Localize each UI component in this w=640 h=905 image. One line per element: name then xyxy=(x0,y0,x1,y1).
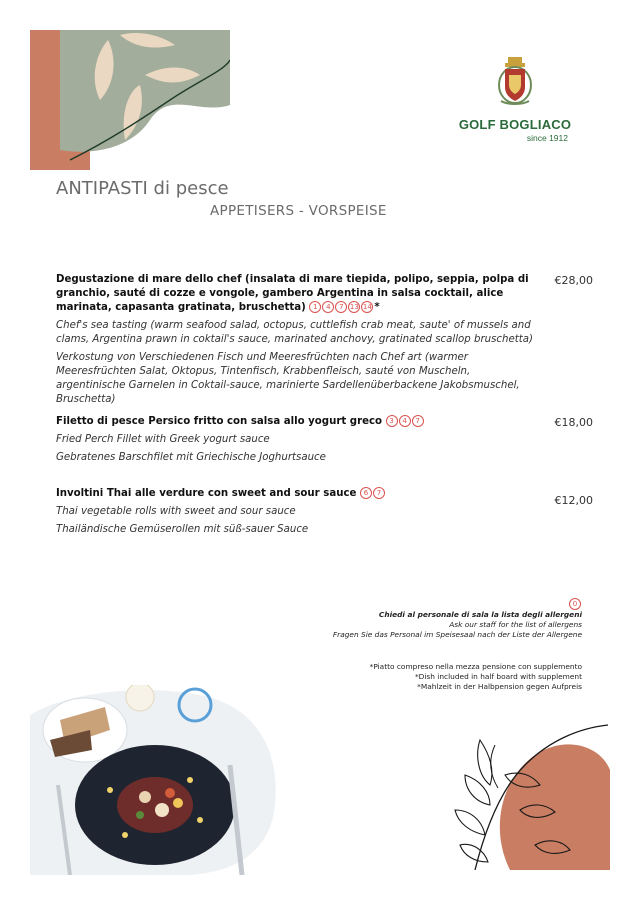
allergen-badge: 7 xyxy=(335,301,347,313)
dish-name-de: Gebratenes Barschfilet mit Griechische Joghurtsauce xyxy=(56,452,326,463)
allergen-badge: 7 xyxy=(412,415,424,427)
allergen-badge: 7 xyxy=(373,487,385,499)
allergen-badge: 1 xyxy=(309,301,321,313)
dish-name-de: Verkostung von Verschiedenen Fisch und Meeresfrüchten nach Chef art (warmer Meeresfrüchten Salat, Oktopus, Tintenfisch, Krabbenfleisch, sauté von Muscheln, argentinische Garnelen in Coktail-sauce, marinierte Sardellenüberbackene Jakobsmuschel, Bruschetta) xyxy=(56,352,520,405)
allergen-note-it: Chiedi al personale di sala la lista degli allergeni xyxy=(378,610,582,619)
menu-item xyxy=(56,415,536,465)
allergen-badge: 6 xyxy=(360,487,372,499)
brand-since: since 1912 xyxy=(526,133,568,143)
dish-price: €12,00 xyxy=(554,494,593,507)
dish-name-en: Chef's sea tasting (warm seafood salad, octopus, cuttlefish crab meat, saute' of mussels and clams, Argentina prawn in coktail's sauce, marinated anchovy, gratinated scallop bruschetta) xyxy=(56,320,533,345)
dish-name-it: Filetto di pesce Persico fritto con salsa allo yogurt greco 3 4 7 xyxy=(56,415,536,429)
allergen-note xyxy=(333,598,582,640)
allergen-badge: 14 xyxy=(362,303,372,311)
allergen-badge: 13 xyxy=(349,303,359,311)
dish-name-en: Thai vegetable rolls with sweet and sour sauce xyxy=(56,506,296,517)
half-board-mark: * xyxy=(374,302,380,313)
dish-name-it: Degustazione di mare dello chef (insalata di mare tiepida, polipo, seppia, polpa di granchio, sauté di cozze e vongole, gambero Argentina in salsa cocktail, alice marinata, capasanta gratinata, bruschetta) 1 4 7 13 14 * xyxy=(56,274,529,313)
half-board-note-it: *Piatto compreso nella mezza pensione con supplemento xyxy=(369,662,582,671)
menu-item xyxy=(56,487,536,537)
dish-price: €18,00 xyxy=(554,416,593,429)
allergen-note-en: Ask our staff for the list of allergens xyxy=(449,620,582,629)
page-subtitle: APPETISERS - VORSPEISE xyxy=(210,203,387,219)
dish-name-it: Involtini Thai alle verdure con sweet and sour sauce 6 7 xyxy=(56,487,536,501)
allergen-badge: 4 xyxy=(399,415,411,427)
leaf-decoration-bottom xyxy=(440,720,610,870)
food-photo xyxy=(30,685,280,875)
dish-name-en: Fried Perch Fillet with Greek yogurt sauce xyxy=(56,434,270,445)
allergen-badge: 4 xyxy=(322,301,334,313)
allergen-badge: 3 xyxy=(386,415,398,427)
menu-item xyxy=(56,273,536,407)
half-board-note-de: *Mahlzeit in der Halbpension gegen Aufpreis xyxy=(417,682,582,691)
allergen-note-de: Fragen Sie das Personal im Speisesaal nach der Liste der Allergene xyxy=(332,630,582,639)
allergen-symbol: 0 xyxy=(569,598,581,610)
dish-name-de: Thailändische Gemüserollen mit süß-sauer Sauce xyxy=(56,524,309,535)
half-board-note-en: *Dish included in half board with supplement xyxy=(414,672,582,681)
leaf-decoration-top xyxy=(30,30,230,170)
half-board-note xyxy=(370,662,582,692)
crest-icon xyxy=(493,55,537,107)
page-title: ANTIPASTI di pesce xyxy=(56,178,229,199)
dish-price: €28,00 xyxy=(554,274,593,287)
brand-name: GOLF BOGLIACO xyxy=(458,117,572,132)
golf-bogliaco-logo xyxy=(440,55,590,143)
